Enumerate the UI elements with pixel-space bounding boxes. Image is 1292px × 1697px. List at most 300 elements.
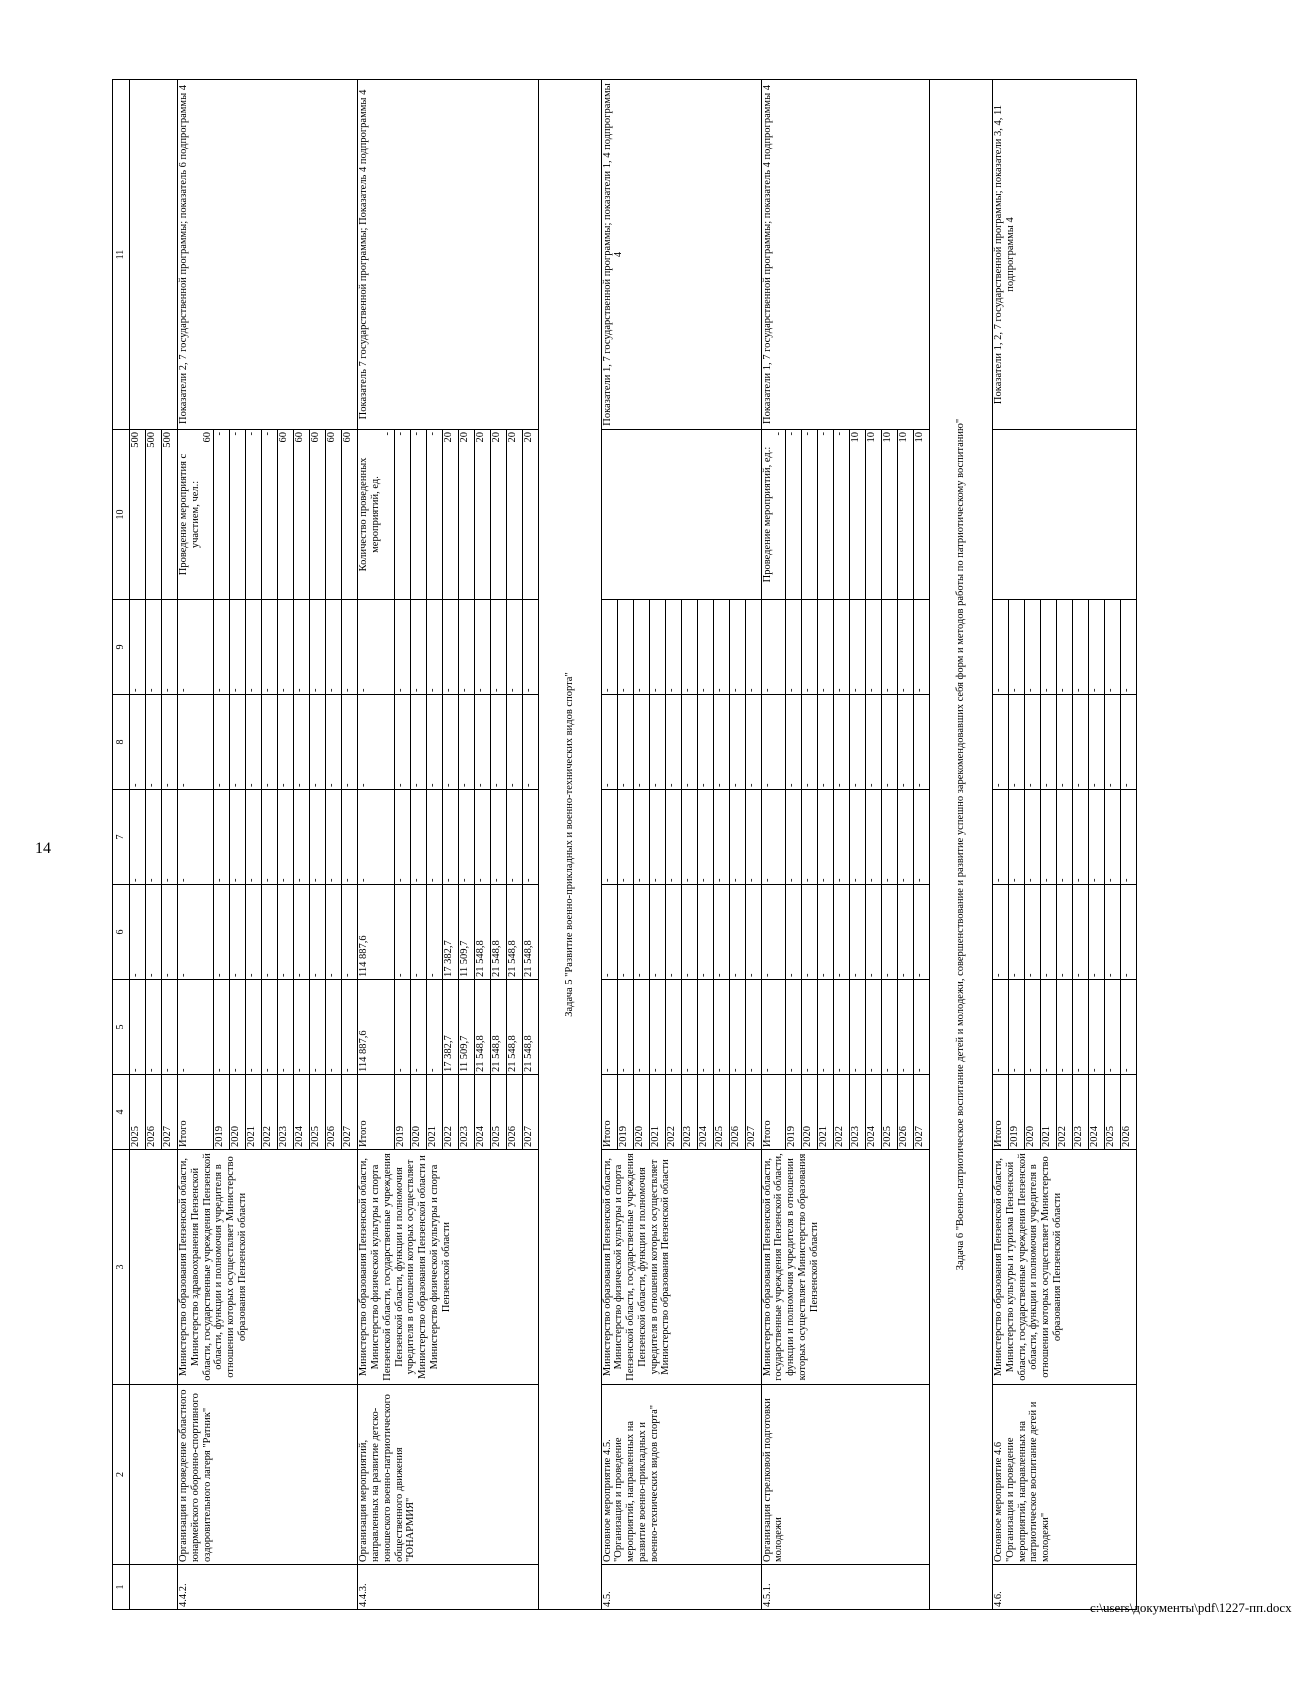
year-cell: Итого [993,1075,1009,1150]
value-cell: - [882,790,898,885]
value-cell: 114 887,6 [358,980,394,1075]
indicator-value-cell: 20 [490,430,506,600]
year-cell: Итого [601,1075,617,1150]
value-cell: - [442,600,458,695]
table-row [130,80,146,1610]
program-measures-table [112,79,1137,1610]
indicator-value-cell: - [262,430,278,600]
measure-name: Основное мероприятие 4.5. "Организация и проведение мероприятий, направленных на развитие военно-прикладных и военно-технических видов спорта" [601,1385,761,1565]
value-cell: - [130,885,146,980]
value-cell: - [993,980,1009,1075]
column-number: 4 [113,1075,130,1150]
indicator-value: - [773,432,785,436]
value-cell: - [1073,695,1089,790]
value-cell: - [993,885,1009,980]
value-cell: - [601,600,617,695]
measure-number: 4.4.3. [358,1565,538,1610]
value-cell: - [278,790,294,885]
value-cell: - [506,790,522,885]
value-cell: - [310,600,326,695]
value-cell: - [162,790,178,885]
value-cell: - [882,885,898,980]
year-cell: 2025 [490,1075,506,1150]
value-cell: - [342,790,358,885]
indicator-value-cell: - [394,430,410,600]
value-cell: - [490,790,506,885]
value-cell: - [601,885,617,980]
value-cell: - [326,695,342,790]
value-cell: - [633,695,649,790]
value-cell: - [458,790,474,885]
year-cell: Итого [358,1075,394,1150]
value-cell: 21 548,8 [474,980,490,1075]
value-cell: - [1025,600,1041,695]
table-row [761,80,786,1610]
year-cell: 2022 [442,1075,458,1150]
value-cell: - [786,600,802,695]
value-cell: - [729,980,745,1075]
value-cell: - [850,600,866,695]
indicator-value-cell: 10 [898,430,914,600]
value-cell: 21 548,8 [522,980,538,1075]
value-cell: - [506,600,522,695]
indicator-value-cell: 500 [162,430,178,600]
value-cell: - [426,790,442,885]
value-cell: - [802,790,818,885]
value-cell: - [1041,980,1057,1075]
indicator-cell [178,430,214,600]
indicator-value-cell: 20 [506,430,522,600]
measure-executor: Министерство образования Пензенской области, Министерство физической культуры и спорта Пензенской области, государственные учреждения Пензенской области, функции и полномочия учредителя в отношении которых осуществляет Министерство образования Пензенской области и Министерство физической культуры и спорта Пензенской области [358,1150,538,1385]
value-cell: - [246,600,262,695]
value-cell: - [1105,790,1121,885]
column-number: 2 [113,1385,130,1565]
value-cell: - [358,600,394,695]
year-cell: 2023 [1073,1075,1089,1150]
year-cell: 2025 [1105,1075,1121,1150]
value-cell: - [358,790,394,885]
value-cell: - [294,885,310,980]
year-cell: 2024 [697,1075,713,1150]
indicator-value: 60 [201,432,213,443]
indicator-value-cell: - [214,430,230,600]
measure-number: 4.5.1. [761,1565,930,1610]
value-cell: - [898,600,914,695]
value-cell: - [426,885,442,980]
value-cell: - [442,790,458,885]
value-cell: - [993,600,1009,695]
table-row [358,80,394,1610]
value-cell: - [278,980,294,1075]
value-cell: - [665,695,681,790]
value-cell: - [713,695,729,790]
value-cell: - [246,885,262,980]
value-cell: - [278,600,294,695]
value-cell: - [178,695,214,790]
value-cell: - [1057,980,1073,1075]
measure-target: Показатели 1, 2, 7 государственной программы; показатели 3, 4, 11 подпрограммы 4 [993,80,1137,430]
value-cell: - [1041,695,1057,790]
value-cell: - [394,980,410,1075]
value-cell: - [230,980,246,1075]
value-cell: - [914,980,930,1075]
year-cell: 2023 [681,1075,697,1150]
value-cell: - [697,885,713,980]
value-cell: - [294,980,310,1075]
value-cell: - [633,790,649,885]
value-cell: - [130,695,146,790]
value-cell: - [1057,790,1073,885]
value-cell: - [1073,980,1089,1075]
year-cell: 2026 [1121,1075,1137,1150]
value-cell: - [230,600,246,695]
value-cell: - [713,600,729,695]
value-cell: - [681,600,697,695]
year-cell: 2024 [474,1075,490,1150]
value-cell: - [834,790,850,885]
task-row [538,80,601,1610]
value-cell: - [866,885,882,980]
value-cell: - [326,885,342,980]
value-cell: - [697,980,713,1075]
indicator-value-cell: - [786,430,802,600]
value-cell: - [262,695,278,790]
value-cell: - [601,695,617,790]
value-cell: - [310,980,326,1075]
value-cell: - [294,600,310,695]
indicator-value-cell: 10 [850,430,866,600]
value-cell: - [214,790,230,885]
value-cell: - [1025,790,1041,885]
year-cell: 2027 [162,1075,178,1150]
value-cell: - [1121,600,1137,695]
value-cell: - [681,980,697,1075]
value-cell: - [310,790,326,885]
year-cell: 2022 [834,1075,850,1150]
year-cell: 2021 [426,1075,442,1150]
year-cell: 2020 [1025,1075,1041,1150]
value-cell: - [310,885,326,980]
value-cell: - [729,885,745,980]
indicator-cell [358,430,394,600]
value-cell: - [410,980,426,1075]
value-cell: - [1057,600,1073,695]
year-cell: 2020 [633,1075,649,1150]
value-cell: - [802,980,818,1075]
value-cell: - [601,790,617,885]
value-cell: - [601,980,617,1075]
value-cell: - [262,600,278,695]
value-cell: - [162,885,178,980]
indicator-value-cell: 60 [294,430,310,600]
value-cell: - [1105,885,1121,980]
value-cell: - [882,600,898,695]
column-number: 8 [113,695,130,790]
value-cell: - [262,885,278,980]
value-cell: - [1121,790,1137,885]
indicator-value-cell: - [410,430,426,600]
value-cell: - [818,980,834,1075]
column-number: 7 [113,790,130,885]
value-cell: - [410,695,426,790]
value-cell: - [1089,790,1105,885]
year-cell: 2025 [882,1075,898,1150]
value-cell: - [458,695,474,790]
value-cell: - [898,695,914,790]
value-cell: - [882,980,898,1075]
indicator-value-cell: 500 [130,430,146,600]
year-cell: 2026 [729,1075,745,1150]
value-cell: - [394,695,410,790]
column-number-row [113,80,130,1610]
value-cell: - [146,790,162,885]
value-cell: - [729,600,745,695]
year-cell: 2022 [665,1075,681,1150]
indicator-cell [993,430,1137,600]
value-cell: - [866,695,882,790]
year-cell: 2021 [649,1075,665,1150]
indicator-value-cell: 500 [146,430,162,600]
indicator-value-cell: 60 [278,430,294,600]
measure-name: Организация мероприятий, направленных на развитие детско-юношеского военно-патриотического общественного движения "ЮНАРМИЯ" [358,1385,538,1565]
measure-executor: Министерство образования Пензенской области, Министерство физической культуры и спорта Пензенской области, государственные учреждения Пензенской области, функции и полномочия учредителя в отношении которых осуществляет Министерство образования Пензенской области [601,1150,761,1385]
value-cell: - [262,980,278,1075]
value-cell: - [834,980,850,1075]
value-cell: - [898,885,914,980]
value-cell: - [617,600,633,695]
value-cell: - [246,695,262,790]
year-cell: 2019 [1009,1075,1025,1150]
year-cell: 2026 [326,1075,342,1150]
value-cell: - [278,695,294,790]
value-cell: - [426,980,442,1075]
target-cell [130,80,178,430]
value-cell: - [214,885,230,980]
value-cell: - [474,695,490,790]
value-cell: 21 548,8 [522,885,538,980]
value-cell: - [178,980,214,1075]
value-cell: - [649,790,665,885]
year-cell: Итого [178,1075,214,1150]
value-cell: - [458,600,474,695]
value-cell: 17 382,7 [442,980,458,1075]
value-cell: - [230,885,246,980]
value-cell: - [178,790,214,885]
year-cell: 2019 [394,1075,410,1150]
year-cell: 2021 [246,1075,262,1150]
year-cell: 2024 [866,1075,882,1150]
measure-number: 4.4.2. [178,1565,358,1610]
value-cell: - [898,980,914,1075]
year-cell: 2023 [278,1075,294,1150]
value-cell: 17 382,7 [442,885,458,980]
value-cell: - [681,790,697,885]
value-cell: - [490,695,506,790]
indicator-value-cell: 60 [310,430,326,600]
page-number: 14 [35,840,51,857]
value-cell: - [914,790,930,885]
value-cell: - [786,790,802,885]
year-cell: 2021 [1041,1075,1057,1150]
value-cell: - [866,980,882,1075]
year-cell: 2020 [410,1075,426,1150]
year-cell: 2025 [310,1075,326,1150]
year-cell: 2022 [262,1075,278,1150]
indicator-cell [761,430,786,600]
value-cell: - [1105,695,1121,790]
value-cell: - [1009,600,1025,695]
measure-executor: Министерство образования Пензенской области, государственные учреждения Пензенской области, функции и полномочия учредителя в отношении которых осуществляет Министерство образования Пензенской области [761,1150,930,1385]
value-cell: - [1121,695,1137,790]
value-cell: - [914,695,930,790]
value-cell: 21 548,8 [506,885,522,980]
value-cell: - [146,695,162,790]
value-cell: - [326,980,342,1075]
value-cell: - [410,600,426,695]
value-cell: - [818,885,834,980]
value-cell: - [914,600,930,695]
file-path-footer: c:\users\документы\pdf\1227-пп.docx [1090,1600,1292,1615]
measure-name: Организация стрелковой подготовки молодежи [761,1385,930,1565]
indicator-value-cell: - [246,430,262,600]
value-cell: - [214,600,230,695]
value-cell: - [898,790,914,885]
value-cell: - [246,980,262,1075]
task-heading: Задача 6 "Военно-патриотическое воспитание детей и молодежи, совершенствование и развитие успешно зарекомендовавших себя форм и методов работы по патриотическому воспитанию" [930,80,993,1610]
year-cell: 2026 [146,1075,162,1150]
year-cell: 2027 [914,1075,930,1150]
value-cell: - [342,695,358,790]
value-cell: - [617,695,633,790]
value-cell: - [246,790,262,885]
value-cell: - [649,980,665,1075]
executor-cell [130,1150,178,1385]
value-cell: - [761,885,786,980]
value-cell: - [1089,600,1105,695]
indicator-value: - [381,432,393,436]
value-cell: - [818,600,834,695]
value-cell: - [697,600,713,695]
value-cell: - [745,695,761,790]
value-cell: - [665,600,681,695]
value-cell: - [818,695,834,790]
value-cell: - [697,790,713,885]
measure-target: Показатели 2, 7 государственной программы; показатель 6 подпрограммы 4 [178,80,358,430]
indicator-value-cell: 20 [458,430,474,600]
value-cell: - [1025,980,1041,1075]
table-body [113,80,1137,1610]
year-cell: 2025 [130,1075,146,1150]
value-cell: - [1009,980,1025,1075]
value-cell: - [834,885,850,980]
value-cell: - [617,885,633,980]
value-cell: - [230,790,246,885]
value-cell: 21 548,8 [506,980,522,1075]
column-number: 10 [113,430,130,600]
year-cell: 2026 [898,1075,914,1150]
value-cell: - [342,600,358,695]
value-cell: - [214,980,230,1075]
value-cell: - [522,790,538,885]
value-cell: - [146,600,162,695]
value-cell: - [882,695,898,790]
value-cell: - [745,980,761,1075]
value-cell: - [1009,695,1025,790]
value-cell: - [326,600,342,695]
value-cell: - [130,980,146,1075]
indicator-value-cell: 60 [342,430,358,600]
indicator-value-cell: - [834,430,850,600]
value-cell: - [834,695,850,790]
value-cell: - [745,600,761,695]
value-cell: - [1089,980,1105,1075]
value-cell: - [162,695,178,790]
value-cell: - [294,695,310,790]
indicator-cell [601,430,761,600]
value-cell: - [162,600,178,695]
value-cell: - [426,600,442,695]
indicator-value-cell: 10 [914,430,930,600]
task-row [930,80,993,1610]
value-cell: - [310,695,326,790]
measure-executor: Министерство образования Пензенской области, Министерство культуры и туризма Пензенской области, государственные учреждения Пензенской области, функции и полномочия учредителя в отношении которых осуществляет Министерство образования Пензенской области [993,1150,1137,1385]
value-cell: - [681,885,697,980]
year-cell: Итого [761,1075,786,1150]
value-cell: 21 548,8 [490,885,506,980]
value-cell: - [1057,695,1073,790]
value-cell: - [410,885,426,980]
value-cell: - [993,790,1009,885]
indicator-value-cell: 60 [326,430,342,600]
value-cell: - [1073,790,1089,885]
value-cell: 21 548,8 [490,980,506,1075]
value-cell: - [633,885,649,980]
indicator-value-cell: - [818,430,834,600]
value-cell: - [426,695,442,790]
indicator-name: Проведение мероприятия с участием, чел.: [178,453,201,576]
value-cell: - [522,695,538,790]
value-cell: - [802,885,818,980]
value-cell: 11 509,7 [458,980,474,1075]
measure-number: 4.5. [601,1565,761,1610]
value-cell: - [649,885,665,980]
table-row [993,80,1009,1610]
value-cell: - [394,600,410,695]
value-cell: - [617,790,633,885]
value-cell: - [146,885,162,980]
measure-name: Основное мероприятие 4.6 "Организация и проведение мероприятий, направленных на патриотическое воспитание детей и молодежи" [993,1385,1137,1565]
year-cell: 2021 [818,1075,834,1150]
indicator-value-cell: - [426,430,442,600]
table-row [601,80,617,1610]
value-cell: - [729,790,745,885]
indicator-value-cell: - [230,430,246,600]
value-cell: - [1105,980,1121,1075]
value-cell: - [442,695,458,790]
number-cell [130,1565,178,1610]
year-cell: 2027 [522,1075,538,1150]
year-cell: 2023 [850,1075,866,1150]
value-cell: - [230,695,246,790]
measure-executor: Министерство образования Пензенской области, Министерство здравоохранения Пензенской области, государственные учреждения Пензенской области, функции и полномочия учредителя в отношении которых осуществляет Министерство образования Пензенской области [178,1150,358,1385]
value-cell: - [761,600,786,695]
column-number: 3 [113,1150,130,1385]
value-cell: - [262,790,278,885]
value-cell: - [1073,600,1089,695]
measure-target: Показатели 1, 7 государственной программы; показатели 1, 4 подпрограммы 4 [601,80,761,430]
value-cell: - [850,885,866,980]
value-cell: - [1025,885,1041,980]
